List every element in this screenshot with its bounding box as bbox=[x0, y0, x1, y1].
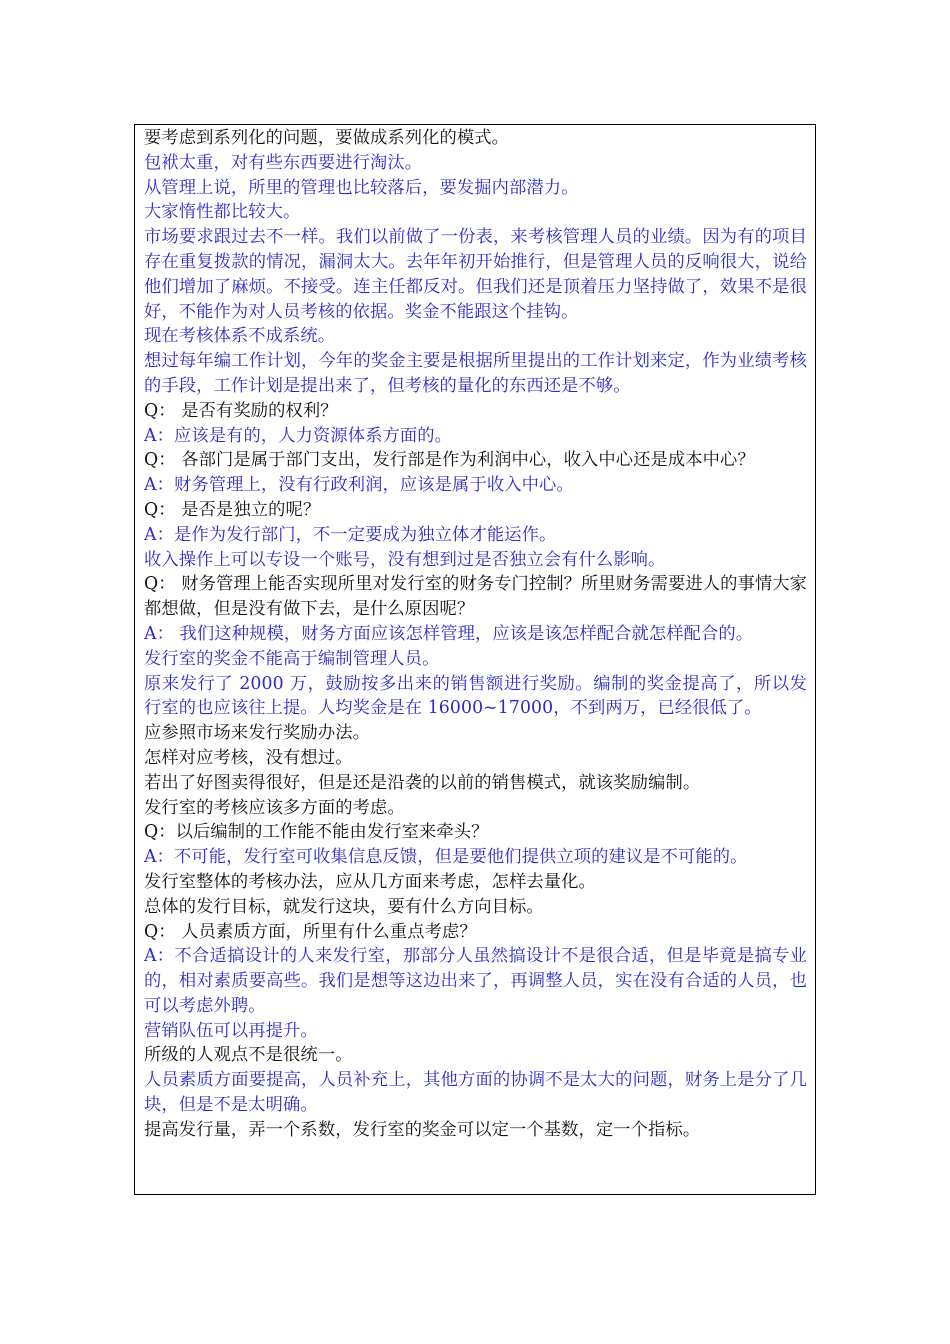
document-paragraph: 发行室的奖金不能高于编制管理人员。 bbox=[144, 648, 440, 669]
document-paragraph: 怎样对应考核，没有想过。 bbox=[144, 747, 353, 768]
document-paragraph: 市场要求跟过去不一样。我们以前做了一份表，来考核管理人员的业绩。因为有的项目存在重复拨款的情况，漏洞太大。去年年初开始推行，但是管理人员的反响很大，说给他们增加了麻烦。不接受。连主任都反对。但我们还是顶着压力坚持做了，效果不是很好，不能作为对人员考核的依据。奖金不能跟这个挂钩。 bbox=[144, 227, 807, 322]
document-paragraph: 大家惰性都比较大。 bbox=[144, 202, 301, 223]
document-paragraph: 现在考核体系不成系统。 bbox=[144, 326, 336, 347]
document-paragraph: 营销队伍可以再提升。 bbox=[144, 1020, 318, 1041]
document-paragraph: Q： 人员素质方面，所里有什么重点考虑？ bbox=[144, 921, 477, 942]
document-paragraph: 包袱太重，对有些东西要进行淘汰。 bbox=[144, 152, 423, 173]
document-paragraph: 发行室整体的考核办法，应从几方面来考虑，怎样去量化。 bbox=[144, 871, 596, 892]
document-paragraph: Q： 财务管理上能否实现所里对发行室的财务专门控制？所里财务需要进人的事情大家都想做，但是没有做下去，是什么原因呢？ bbox=[144, 574, 807, 620]
document-paragraph: Q： 各部门是属于部门支出，发行部是作为利润中心，收入中心还是成本中心？ bbox=[144, 450, 755, 471]
document-paragraph: A： 我们这种规模，财务方面应该怎样管理，应该是该怎样配合就怎样配合的。 bbox=[144, 623, 754, 644]
document-paragraph: Q：以后编制的工作能不能由发行室来牵头？ bbox=[144, 822, 489, 843]
document-paragraph: A：不可能，发行室可收集信息反馈，但是要他们提供立项的建议是不可能的。 bbox=[144, 847, 748, 868]
document-paragraph: A：财务管理上，没有行政利润，应该是属于收入中心。 bbox=[144, 475, 574, 496]
document-paragraph: 发行室的考核应该多方面的考虑。 bbox=[144, 797, 405, 818]
document-paragraph: 若出了好图卖得很好，但是还是沿袭的以前的销售模式，就该奖励编制。 bbox=[144, 772, 701, 793]
document-paragraph: Q： 是否是独立的呢？ bbox=[144, 499, 321, 520]
document-paragraph: 收入操作上可以专设一个账号，没有想到过是否独立会有什么影响。 bbox=[144, 549, 666, 570]
document-paragraph: 从管理上说，所里的管理也比较落后，要发掘内部潜力。 bbox=[144, 177, 579, 198]
document-paragraph: 要考虑到系列化的问题，要做成系列化的模式。 bbox=[144, 128, 510, 148]
document-paragraph: A：是作为发行部门，不一定要成为独立体才能运作。 bbox=[144, 524, 557, 545]
document-paragraph: 提高发行量，弄一个系数，发行室的奖金可以定一个基数，定一个指标。 bbox=[144, 1119, 701, 1140]
document-paragraph: 原来发行了 2000 万，鼓励按多出来的销售额进行奖励。编制的奖金提高了，所以发行室的也应该往上提。人均奖金是在 16000~17000，不到两万，已经很低了。 bbox=[144, 673, 807, 719]
document-paragraph: 所级的人观点不是很统一。 bbox=[144, 1045, 353, 1066]
document-paragraph: 应参照市场来发行奖励办法。 bbox=[144, 723, 370, 744]
document-paragraph: A：不合适搞设计的人来发行室，那部分人虽然搞设计不是很合适，但是毕竟是搞专业的，相对素质要高些。我们是想等这边出来了，再调整人员，实在没有合适的人员，也可以考虑外聘。 bbox=[144, 946, 807, 1016]
document-paragraph: 想过每年编工作计划，今年的奖金主要是根据所里提出的工作计划来定，作为业绩考核的手段，工作计划是提出来了，但考核的量化的东西还是不够。 bbox=[144, 351, 807, 396]
document-paragraph: Q： 是否有奖励的权利？ bbox=[144, 400, 338, 421]
document-paragraph: 人员素质方面要提高，人员补充上，其他方面的协调不是太大的问题，财务上是分了几块，但是不是太明确。 bbox=[144, 1070, 807, 1116]
document-paragraph: A：应该是有的，人力资源体系方面的。 bbox=[144, 425, 453, 446]
document-frame bbox=[134, 124, 816, 1195]
document-paragraph: 总体的发行目标，就发行这块，要有什么方向目标。 bbox=[144, 896, 544, 917]
